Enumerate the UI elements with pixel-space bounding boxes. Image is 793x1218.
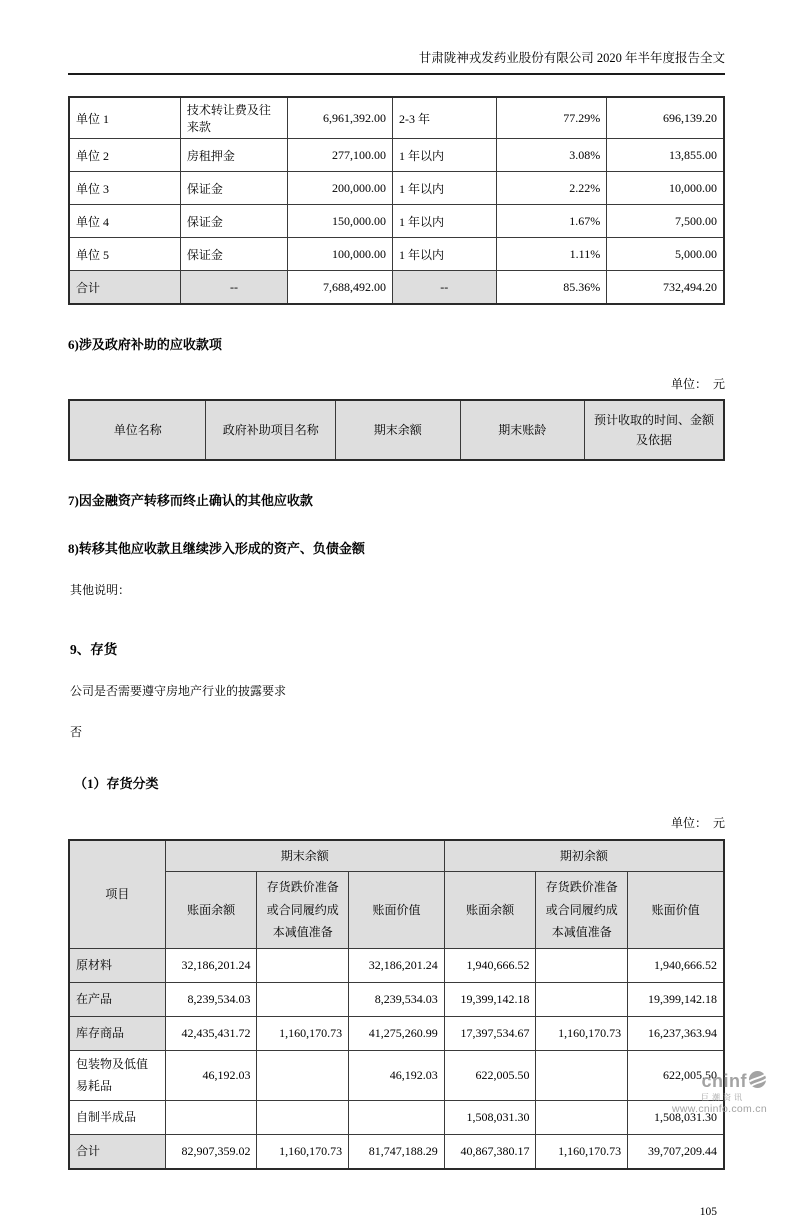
column-header: 期末余额 [336, 400, 460, 460]
table-cell: 41,275,260.99 [349, 1017, 445, 1051]
table-cell: 1,160,170.73 [536, 1017, 628, 1051]
column-header: 账面价值 [628, 872, 724, 949]
table-row [69, 271, 724, 305]
cninfo-watermark [672, 1070, 767, 1115]
cninfo-swirl-icon [748, 1070, 767, 1093]
table-cell: 1.67% [496, 205, 607, 238]
table-cell: 保证金 [180, 205, 287, 238]
table-cell: 39,707,209.44 [628, 1135, 724, 1170]
table-cell: 单位 4 [69, 205, 180, 238]
table-cell: 单位 2 [69, 139, 180, 172]
table-cell [536, 1051, 628, 1101]
table-cell: 19,399,142.18 [444, 983, 536, 1017]
table-cell: 1,940,666.52 [628, 949, 724, 983]
table-cell [536, 983, 628, 1017]
table-cell: 40,867,380.17 [444, 1135, 536, 1170]
table-cell: 包装物及低值易耗品 [69, 1051, 165, 1101]
table-cell: 732,494.20 [607, 271, 724, 305]
table-row [69, 1051, 724, 1101]
column-header: 存货跌价准备或合同履约成本减值准备 [257, 872, 349, 949]
column-header: 账面余额 [444, 872, 536, 949]
table-header-row [69, 872, 724, 949]
table-cell: 200,000.00 [288, 172, 393, 205]
table-cell: 合计 [69, 1135, 165, 1170]
real-estate-disclosure-question: 公司是否需要遵守房地产行业的披露要求 [70, 684, 287, 698]
table-cell: 合计 [69, 271, 180, 305]
table-cell: 房租押金 [180, 139, 287, 172]
table-cell: 42,435,431.72 [165, 1017, 257, 1051]
table-row [69, 97, 724, 139]
table-cell [257, 983, 349, 1017]
table-cell: 13,855.00 [607, 139, 724, 172]
table-cell: 10,000.00 [607, 172, 724, 205]
column-header-item: 项目 [69, 840, 165, 949]
table-cell: 32,186,201.24 [349, 949, 445, 983]
table-cell [257, 1101, 349, 1135]
table-cell: 150,000.00 [288, 205, 393, 238]
table-cell: 17,397,534.67 [444, 1017, 536, 1051]
table-cell: 8,239,534.03 [349, 983, 445, 1017]
table-cell: 1,508,031.30 [628, 1101, 724, 1135]
table-cell [165, 1101, 257, 1135]
table-cell: 在产品 [69, 983, 165, 1017]
page-number: 105 [699, 1206, 717, 1218]
table-header-row [69, 400, 724, 460]
table-cell: 自制半成品 [69, 1101, 165, 1135]
table-cell: 1,160,170.73 [536, 1135, 628, 1170]
table-cell: 2.22% [496, 172, 607, 205]
table-row [69, 1135, 724, 1170]
cninfo-chinese-name: 巨潮资讯 [701, 1092, 745, 1102]
table-cell [536, 1101, 628, 1135]
table-row [69, 205, 724, 238]
table-cell: 1 年以内 [393, 172, 496, 205]
column-header: 政府补助项目名称 [206, 400, 336, 460]
table-cell: 2-3 年 [393, 97, 496, 139]
column-group-header-beginning-balance: 期初余额 [444, 840, 724, 872]
section-heading-transferred-receivables: 8)转移其他应收款且继续涉入形成的资产、负债金额 [68, 541, 365, 556]
table-row [69, 1017, 724, 1051]
table-cell: 8,239,534.03 [165, 983, 257, 1017]
section-heading-gov-subsidy-receivables: 6)涉及政府补助的应收款项 [68, 337, 222, 352]
table-row [69, 139, 724, 172]
table-row [69, 238, 724, 271]
table-cell: 46,192.03 [349, 1051, 445, 1101]
unit-label: 单位： 元 [670, 816, 725, 830]
table-cell: 277,100.00 [288, 139, 393, 172]
table-row [69, 1101, 724, 1135]
table-cell: 1 年以内 [393, 205, 496, 238]
table-cell [536, 949, 628, 983]
table-cell: 85.36% [496, 271, 607, 305]
cninfo-url-text: www.cninfo.com.cn [672, 1102, 767, 1115]
table-cell: 82,907,359.02 [165, 1135, 257, 1170]
table-header-row [69, 840, 724, 872]
table-cell: 1,508,031.30 [444, 1101, 536, 1135]
table-cell: 16,237,363.94 [628, 1017, 724, 1051]
table-cell: 1.11% [496, 238, 607, 271]
table-cell: 1 年以内 [393, 139, 496, 172]
table-cell [257, 949, 349, 983]
table-cell: 3.08% [496, 139, 607, 172]
table-cell: 保证金 [180, 172, 287, 205]
other-note-label: 其他说明： [70, 583, 131, 597]
page-content [68, 0, 725, 1218]
table-cell: 库存商品 [69, 1017, 165, 1051]
table-cell [349, 1101, 445, 1135]
table-cell: 77.29% [496, 97, 607, 139]
column-header: 存货跌价准备或合同履约成本减值准备 [536, 872, 628, 949]
table-cell: 1,160,170.73 [257, 1017, 349, 1051]
table-cell: 7,688,492.00 [288, 271, 393, 305]
table-cell: -- [393, 271, 496, 305]
table-cell: 46,192.03 [165, 1051, 257, 1101]
table-cell: 原材料 [69, 949, 165, 983]
column-header: 预计收取的时间、金额及依据 [584, 400, 724, 460]
real-estate-disclosure-answer: 否 [70, 725, 83, 739]
table-cell: 1,940,666.52 [444, 949, 536, 983]
table-cell: 6,961,392.00 [288, 97, 393, 139]
table-cell: 7,500.00 [607, 205, 724, 238]
inventory-classification-table [68, 839, 725, 1170]
table-cell: 19,399,142.18 [628, 983, 724, 1017]
table-cell: 622,005.50 [628, 1051, 724, 1101]
table-cell: 技术转让费及往来款 [180, 97, 287, 139]
table-cell: 100,000.00 [288, 238, 393, 271]
table-cell: 保证金 [180, 238, 287, 271]
gov-subsidy-receivables-table [68, 399, 725, 461]
section-heading-derecognized-receivables: 7)因金融资产转移而终止确认的其他应收款 [68, 493, 313, 508]
other-receivables-by-unit-table [68, 96, 725, 305]
table-cell: 696,139.20 [607, 97, 724, 139]
table-row [69, 172, 724, 205]
table-cell: 1 年以内 [393, 238, 496, 271]
column-header: 账面余额 [165, 872, 257, 949]
column-header: 单位名称 [69, 400, 206, 460]
table-cell: 5,000.00 [607, 238, 724, 271]
cninfo-brand-text: cninf [701, 1071, 747, 1091]
table-cell: 单位 5 [69, 238, 180, 271]
table-cell: 单位 1 [69, 97, 180, 139]
column-header: 账面价值 [349, 872, 445, 949]
column-group-header-ending-balance: 期末余额 [165, 840, 444, 872]
table-cell: -- [180, 271, 287, 305]
table-cell [257, 1051, 349, 1101]
table-cell: 32,186,201.24 [165, 949, 257, 983]
section-heading-inventory-classification: （1）存货分类 [74, 776, 159, 791]
table-row [69, 983, 724, 1017]
table-cell: 1,160,170.73 [257, 1135, 349, 1170]
table-cell: 81,747,188.29 [349, 1135, 445, 1170]
section-heading-inventory: 9、存货 [70, 642, 118, 657]
table-cell: 单位 3 [69, 172, 180, 205]
document-header-title: 甘肃陇神戎发药业股份有限公司 2020 年半年度报告全文 [68, 0, 725, 75]
table-row [69, 949, 724, 983]
table-cell: 622,005.50 [444, 1051, 536, 1101]
column-header: 期末账龄 [460, 400, 584, 460]
unit-label: 单位： 元 [670, 377, 725, 391]
